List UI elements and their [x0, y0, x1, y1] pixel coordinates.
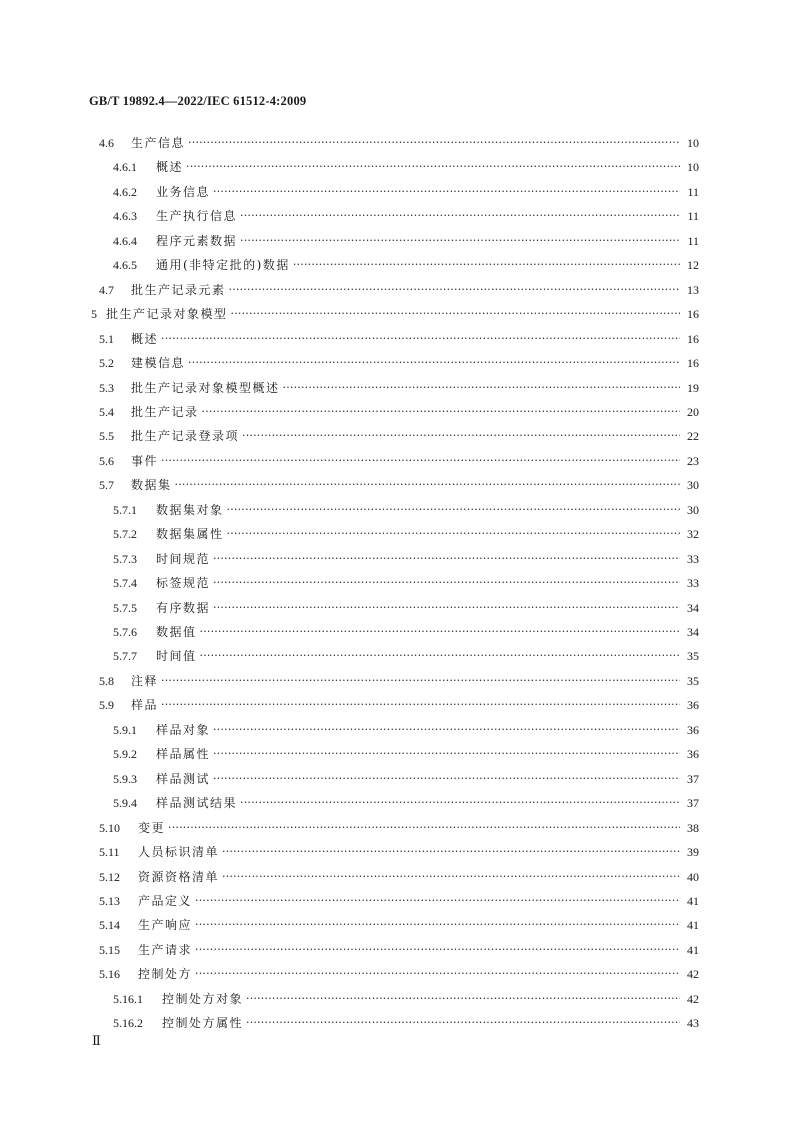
toc-entry-number: 5.10	[99, 820, 120, 835]
toc-entry[interactable]	[113, 643, 699, 663]
toc-leader-dots	[246, 992, 680, 1006]
toc-entry-number: 5.14	[99, 918, 120, 933]
toc-leader-dots	[200, 649, 680, 663]
toc-entry-title: 批生产记录对象模型概述	[131, 380, 280, 395]
toc-leader-dots	[213, 723, 680, 737]
toc-entry-page: 20	[687, 404, 699, 419]
toc-entry[interactable]	[113, 790, 699, 810]
toc-entry[interactable]	[113, 717, 699, 737]
toc-entry-title: 生产执行信息	[156, 209, 238, 224]
toc-entry-number: 5.7.5	[113, 600, 137, 615]
toc-entry-page: 33	[687, 551, 699, 566]
toc-entry[interactable]	[113, 252, 699, 272]
toc-entry-title: 数据集	[131, 478, 172, 493]
toc-entry-page: 40	[687, 869, 699, 884]
toc-entry-title: 产品定义	[138, 893, 193, 908]
toc-leader-dots	[195, 943, 680, 957]
toc-leader-dots	[222, 845, 680, 859]
toc-entry-number: 5.9.3	[113, 771, 137, 786]
toc-entry[interactable]	[99, 912, 699, 932]
toc-entry-page: 11	[687, 233, 699, 248]
toc-entry-number: 5.2	[99, 356, 114, 371]
toc-entry-number: 5.12	[99, 869, 120, 884]
toc-entry-title: 注释	[131, 673, 159, 688]
toc-leader-dots	[231, 307, 680, 321]
toc-entry-number: 5.7.3	[113, 551, 137, 566]
toc-leader-dots	[195, 918, 680, 932]
toc-entry-title: 样品属性	[156, 747, 211, 762]
toc-entry-title: 通用(非特定批的)数据	[156, 258, 290, 273]
toc-entry-number: 5.7	[99, 478, 114, 493]
toc-entry[interactable]	[113, 595, 699, 615]
toc-entry-title: 业务信息	[156, 184, 211, 199]
toc-entry[interactable]	[113, 619, 699, 639]
toc-entry-title: 生产请求	[138, 942, 193, 957]
toc-entry-page: 36	[687, 698, 699, 713]
toc-entry[interactable]	[113, 570, 699, 590]
toc-entry-page: 13	[687, 282, 699, 297]
toc-entry-page: 42	[687, 991, 699, 1006]
toc-entry[interactable]	[99, 399, 699, 419]
toc-entry-page: 41	[687, 942, 699, 957]
toc-entry-number: 4.6.3	[113, 209, 137, 224]
toc-entry[interactable]	[99, 423, 699, 443]
toc-entry-page: 16	[687, 356, 699, 371]
toc-entry[interactable]	[99, 961, 699, 981]
toc-leader-dots	[168, 821, 680, 835]
toc-entry-page: 43	[687, 1016, 699, 1031]
toc-entry[interactable]	[99, 277, 699, 297]
toc-entry-title: 样品	[131, 698, 159, 713]
toc-entry-title: 有序数据	[156, 600, 211, 615]
toc-entry-page: 23	[687, 453, 699, 468]
toc-entry[interactable]	[113, 1010, 699, 1030]
toc-entry-title: 数据集属性	[156, 527, 224, 542]
toc-leader-dots	[161, 454, 680, 468]
toc-entry[interactable]	[99, 839, 699, 859]
toc-entry-page: 11	[687, 184, 699, 199]
toc-entry[interactable]	[113, 203, 699, 223]
toc-leader-dots	[188, 356, 680, 370]
toc-entry[interactable]	[99, 937, 699, 957]
toc-entry-page: 33	[687, 576, 699, 591]
toc-entry[interactable]	[113, 228, 699, 248]
toc-entry-title: 数据集对象	[156, 502, 224, 517]
toc-leader-dots	[213, 576, 680, 590]
toc-entry-title: 批生产记录元素	[131, 282, 226, 297]
toc-leader-dots	[227, 503, 680, 517]
toc-leader-dots	[195, 894, 680, 908]
toc-entry-number: 5.13	[99, 893, 120, 908]
toc-entry[interactable]	[99, 692, 699, 712]
toc-entry-title: 批生产记录登录项	[131, 429, 240, 444]
toc-entry-number: 5.9	[99, 698, 114, 713]
toc-leader-dots	[283, 381, 680, 395]
toc-entry-title: 样品对象	[156, 722, 211, 737]
toc-entry[interactable]	[113, 766, 699, 786]
toc-entry[interactable]	[99, 326, 699, 346]
toc-entry[interactable]	[113, 154, 699, 174]
toc-leader-dots	[246, 1016, 680, 1030]
toc-leader-dots	[213, 772, 680, 786]
toc-leader-dots	[242, 429, 680, 443]
toc-entry-number: 5	[91, 307, 97, 322]
toc-entry-page: 16	[687, 331, 699, 346]
toc-entry-number: 5.16	[99, 967, 120, 982]
toc-entry-page: 37	[687, 771, 699, 786]
toc-entry-number: 4.6.1	[113, 160, 137, 175]
toc-entry-title: 事件	[131, 453, 159, 468]
toc-leader-dots	[202, 405, 680, 419]
toc-entry[interactable]	[99, 350, 699, 370]
toc-entry[interactable]	[99, 130, 699, 150]
toc-entry-page: 19	[687, 380, 699, 395]
toc-entry-title: 批生产记录	[131, 404, 199, 419]
toc-entry-title: 时间值	[156, 649, 197, 664]
toc-entry[interactable]	[99, 472, 699, 492]
toc-entry[interactable]	[113, 497, 699, 517]
toc-entry-number: 4.6	[99, 136, 114, 150]
toc-leader-dots	[213, 601, 680, 615]
toc-entry[interactable]	[113, 546, 699, 566]
toc-entry-page: 41	[687, 918, 699, 933]
toc-entry-title: 概述	[156, 160, 184, 175]
toc-entry-title: 人员标识清单	[138, 845, 220, 860]
toc-entry-title: 样品测试	[156, 771, 211, 786]
toc-leader-dots	[195, 967, 680, 981]
toc-entry[interactable]	[99, 888, 699, 908]
toc-entry-number: 5.7.2	[113, 527, 137, 542]
toc-entry-number: 5.1	[99, 331, 114, 346]
standard-header: GB/T 19892.4—2022/IEC 61512-4:2009	[89, 94, 307, 108]
toc-entry-page: 36	[687, 747, 699, 762]
toc-entry-title: 资源资格清单	[138, 869, 220, 884]
toc-leader-dots	[161, 332, 680, 346]
toc-entry-page: 30	[687, 502, 699, 517]
toc-leader-dots	[240, 796, 680, 810]
toc-entry-number: 5.11	[99, 845, 120, 860]
toc-entry-number: 5.9.4	[113, 796, 137, 811]
toc-entry[interactable]	[99, 448, 699, 468]
toc-entry-page: 11	[687, 209, 699, 224]
toc-leader-dots	[293, 258, 680, 272]
toc-leader-dots	[186, 160, 680, 174]
toc-entry-number: 5.9.1	[113, 722, 137, 737]
toc-entry-title: 控制处方	[138, 967, 193, 982]
toc-leader-dots	[175, 478, 680, 492]
toc-entry[interactable]	[91, 301, 699, 321]
toc-entry-page: 12	[687, 258, 699, 273]
toc-leader-dots	[200, 625, 680, 639]
toc-entry[interactable]	[99, 375, 699, 395]
toc-leader-dots	[188, 136, 680, 150]
toc-entry-title: 概述	[131, 331, 159, 346]
toc-leader-dots	[161, 698, 680, 712]
toc-entry-number: 5.3	[99, 380, 114, 395]
toc-entry-page: 35	[687, 673, 699, 688]
toc-entry-page: 34	[687, 625, 699, 639]
toc-entry-title: 控制处方对象	[162, 991, 244, 1006]
toc-entry-page: 30	[687, 478, 699, 493]
toc-entry[interactable]	[113, 179, 699, 199]
toc-entry-title: 样品测试结果	[156, 796, 238, 811]
toc-entry-page: 36	[687, 722, 699, 737]
toc-entry-page: 22	[687, 429, 699, 444]
toc-leader-dots	[240, 209, 680, 223]
toc-entry-page: 41	[687, 893, 699, 908]
toc-entry-number: 5.8	[99, 673, 114, 688]
toc-leader-dots	[213, 552, 680, 566]
toc-leader-dots	[213, 185, 680, 199]
toc-entry-page: 38	[687, 820, 699, 835]
toc-entry-number: 5.9.2	[113, 747, 137, 762]
toc-entry[interactable]	[113, 521, 699, 541]
toc-entry-title: 生产响应	[138, 918, 193, 933]
toc-entry-title: 生产信息	[131, 136, 186, 150]
toc-entry-title: 批生产记录对象模型	[106, 307, 228, 322]
page-number: Ⅱ	[92, 1033, 101, 1048]
toc-leader-dots	[240, 234, 680, 248]
toc-entry-number: 5.16.1	[113, 991, 143, 1006]
toc-entry-number: 5.15	[99, 942, 120, 957]
toc-entry[interactable]	[99, 864, 699, 884]
toc-entry-number: 5.5	[99, 429, 114, 444]
toc-entry-number: 5.16.2	[113, 1016, 143, 1031]
toc-entry-page: 16	[687, 307, 699, 322]
toc-entry-number: 4.6.5	[113, 258, 137, 273]
toc-entry-number: 5.7.7	[113, 649, 137, 664]
toc-entry-number: 4.6.4	[113, 233, 137, 248]
toc-entry-title: 控制处方属性	[162, 1016, 244, 1031]
toc-entry-page: 42	[687, 967, 699, 982]
toc-entry-page: 32	[687, 527, 699, 542]
toc-entry-number: 5.6	[99, 453, 114, 468]
toc-entry-title: 时间规范	[156, 551, 211, 566]
toc-entry-page: 10	[687, 160, 699, 175]
toc-entry-title: 建模信息	[131, 356, 186, 371]
toc-entry[interactable]	[113, 741, 699, 761]
toc-leader-dots	[161, 674, 680, 688]
toc-entry-page: 37	[687, 796, 699, 811]
toc-leader-dots	[227, 527, 680, 541]
toc-entry-page: 10	[687, 136, 699, 150]
toc-entry-number: 4.6.2	[113, 184, 137, 199]
toc-leader-dots	[229, 283, 680, 297]
toc-entry-number: 5.7.4	[113, 576, 137, 591]
toc-entry-title: 变更	[138, 820, 166, 835]
toc-entry-page: 35	[687, 649, 699, 664]
toc-entry-page: 39	[687, 845, 699, 860]
toc-entry[interactable]	[113, 986, 699, 1006]
toc-leader-dots	[222, 870, 680, 884]
toc-entry-number: 5.4	[99, 404, 114, 419]
toc-entry-number: 5.7.6	[113, 625, 137, 639]
toc-entry-number: 5.7.1	[113, 502, 137, 517]
toc-entry[interactable]	[99, 668, 699, 688]
toc-entry[interactable]	[99, 815, 699, 835]
toc-entry-number: 4.7	[99, 282, 114, 297]
toc-entry-title: 数据值	[156, 625, 197, 639]
toc-leader-dots	[213, 747, 680, 761]
toc-entry-page: 34	[687, 600, 699, 615]
toc-entry-title: 标签规范	[156, 576, 211, 591]
toc-entry-title: 程序元素数据	[156, 233, 238, 248]
